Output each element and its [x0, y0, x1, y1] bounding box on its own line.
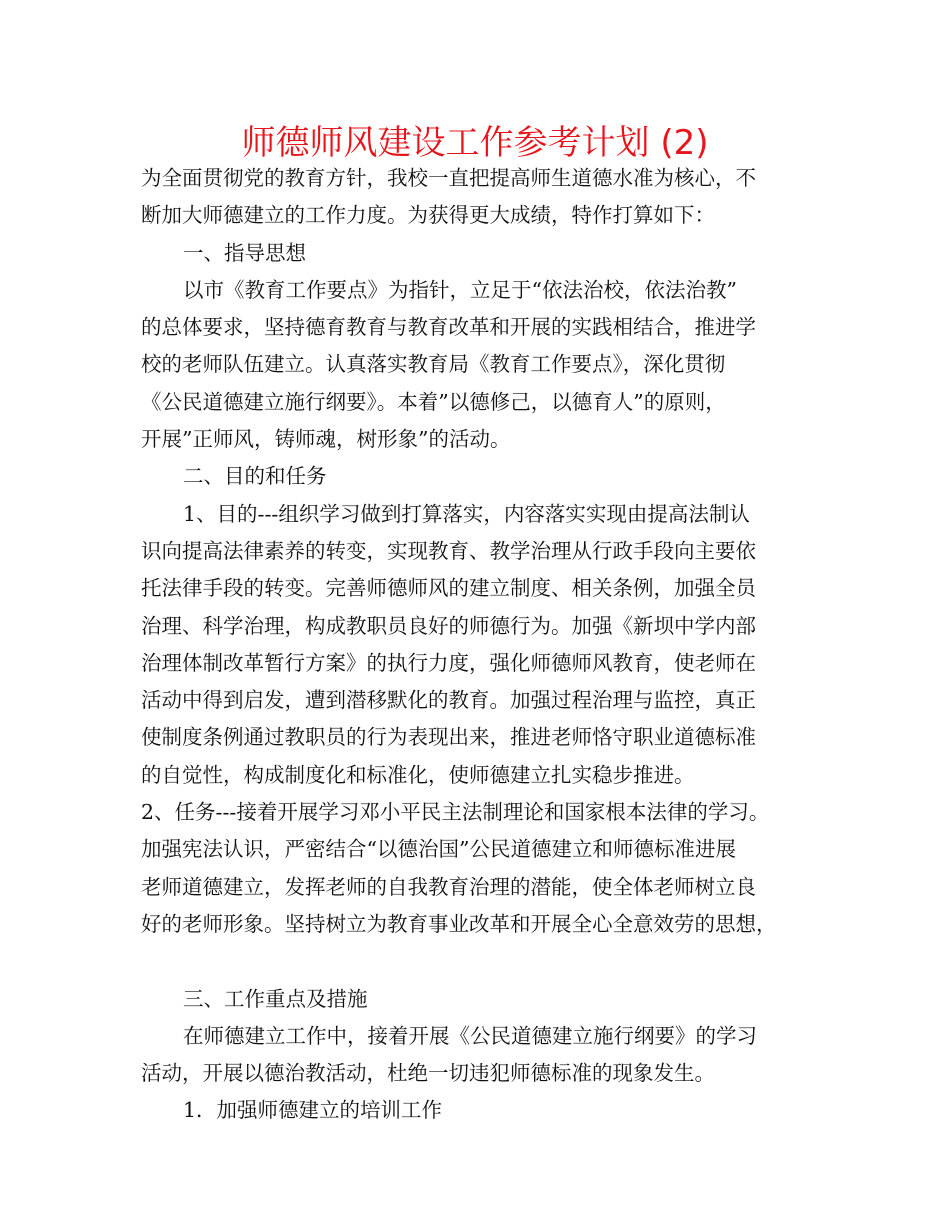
subsection-heading: 1．加强师德建立的培训工作 [183, 1098, 443, 1123]
paragraph-line: 《公民道德建立施行纲要》。本着”以德修己，以德育人”的原则， [141, 389, 726, 414]
paragraph-line: 好的老师形象。坚持树立为教育事业改革和开展全心全意效劳的思想， [141, 911, 777, 936]
paragraph-line: 校的老师队伍建立。认真落实教育局《教育工作要点》，深化贯彻 [141, 352, 726, 377]
paragraph-line: 老师道德建立，发挥老师的自我教育治理的潜能，使全体老师树立良 [141, 874, 756, 899]
paragraph-line: 为全面贯彻党的教育方针，我校一直把提高师生道德水准为核心，不 [141, 166, 756, 190]
document-title: 师德师风建设工作参考计划 (2) [241, 123, 709, 163]
paragraph-line: 治理、科学治理，构成教职员良好的师德行为。加强《新坝中学内部 [141, 613, 756, 638]
paragraph-line: 活动中得到启发，遭到潜移默化的教育。加强过程治理与监控，真正 [141, 688, 756, 713]
paragraph-line: 1、目的---组织学习做到打算落实，内容落实实现由提高法制认 [183, 501, 750, 526]
paragraph-line: 2、任务---接着开展学习邓小平民主法制理论和国家根本法律的学习。 [141, 800, 770, 825]
paragraph-line: 开展”正师风，铸师魂，树形象”的活动。 [141, 427, 511, 452]
paragraph-line: 识向提高法律素养的转变，实现教育、教学治理从行政手段向主要依 [141, 538, 756, 563]
paragraph-line: 在师德建立工作中，接着开展《公民道德建立施行纲要》的学习 [183, 1023, 757, 1048]
paragraph-line: 的总体要求，坚持德育教育与教育改革和开展的实践相结合，推进学 [141, 315, 756, 340]
section-heading: 二、目的和任务 [183, 464, 327, 489]
blank-line [141, 943, 821, 980]
paragraph-line: 加强宪法认识，严密结合“以德治国”公民道德建立和师德标准进展 [141, 837, 736, 862]
section-heading: 三、工作重点及措施 [183, 986, 368, 1011]
paragraph-line: 托法律手段的转变。完善师德师风的建立制度、相关条例，加强全员 [141, 576, 756, 601]
paragraph-line: 活动，开展以德治教活动，杜绝一切违犯师德标准的现象发生。 [141, 1061, 715, 1086]
paragraph-line: 的自觉性，构成制度化和标准化，使师德建立扎实稳步推进。 [141, 762, 695, 787]
paragraph-line: 治理体制改革暂行方案》的执行力度，强化师德师风教育，使老师在 [141, 650, 756, 675]
section-heading: 一、指导思想 [183, 240, 306, 265]
paragraph-line: 断加大师德建立的工作力度。为获得更大成绩，特作打算如下： [141, 203, 715, 228]
paragraph-line: 以市《教育工作要点》为指针，立足于“依法治校，依法治教” [183, 277, 737, 302]
document-body [141, 160, 821, 1130]
paragraph-line: 使制度条例通过教职员的行为表现出来，推进老师恪守职业道德标准 [141, 725, 756, 750]
